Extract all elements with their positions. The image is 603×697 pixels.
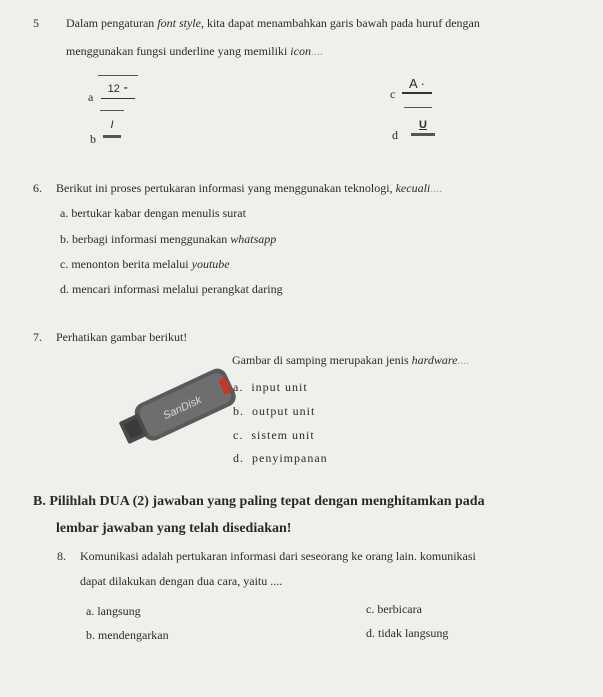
- q6-option-c[interactable]: c. menonton berita melalui youtube: [60, 257, 230, 271]
- q8-option-d[interactable]: d. tidak langsung: [366, 626, 449, 640]
- q6-number: 6.: [33, 181, 42, 195]
- q7-option-c[interactable]: c. sistem unit: [233, 428, 315, 442]
- q7-number: 7.: [33, 330, 42, 344]
- q5-option-b-label: b: [90, 132, 96, 146]
- line-spacing-icon[interactable]: 12 ⁃: [98, 75, 138, 101]
- q5-option-d-label: d: [392, 128, 398, 142]
- q8-option-c[interactable]: c. berbicara: [366, 602, 422, 616]
- q8-line1: Komunikasi adalah pertukaran informasi dari seseorang ke orang lain. komunikasi: [80, 549, 476, 563]
- q7-option-a[interactable]: a. input unit: [233, 380, 308, 394]
- q8-number: 8.: [57, 549, 66, 563]
- q8-option-a[interactable]: a. langsung: [86, 604, 141, 618]
- q7-option-b[interactable]: b. output unit: [233, 404, 316, 418]
- q7-text: Perhatikan gambar berikut!: [56, 330, 188, 344]
- divider: [404, 107, 432, 108]
- q7-description: Gambar di samping merupakan jenis hardware....: [232, 353, 470, 367]
- flash-drive-image: [113, 359, 244, 457]
- section-b-line1: B. Pilihlah DUA (2) jawaban yang paling tepat dengan menghitamkan pada: [33, 494, 485, 509]
- q5-number: 5: [33, 16, 39, 30]
- q6-option-a[interactable]: a. bertukar kabar dengan menulis surat: [60, 206, 246, 220]
- q7-option-d[interactable]: d. penyimpanan: [233, 451, 328, 465]
- q5-option-a-label: a: [88, 90, 94, 104]
- q5-line2: menggunakan fungsi underline yang memiliki icon....: [66, 44, 323, 58]
- q5-option-c-label: c: [390, 87, 396, 101]
- section-b-line2: lembar jawaban yang telah disediakan!: [56, 521, 292, 536]
- underline-icon[interactable]: U: [408, 112, 438, 138]
- q8-option-b[interactable]: b. mendengarkan: [86, 628, 169, 642]
- font-color-icon[interactable]: A ·: [399, 70, 435, 96]
- q6-option-d[interactable]: d. mencari informasi melalui perangkat daring: [60, 282, 283, 296]
- q5-line1: Dalam pengaturan font style, kita dapat menambahkan garis bawah pada huruf dengan: [66, 16, 480, 30]
- q6-option-b[interactable]: b. berbagi informasi menggunakan whatsapp: [60, 232, 277, 246]
- brand-label: SanDisk: [161, 394, 204, 423]
- q6-text: Berikut ini proses pertukaran informasi yang menggunakan teknologi, kecuali....: [56, 181, 443, 195]
- italic-icon[interactable]: I: [100, 110, 124, 140]
- q8-line2: dapat dilakukan dengan dua cara, yaitu ....: [80, 574, 283, 588]
